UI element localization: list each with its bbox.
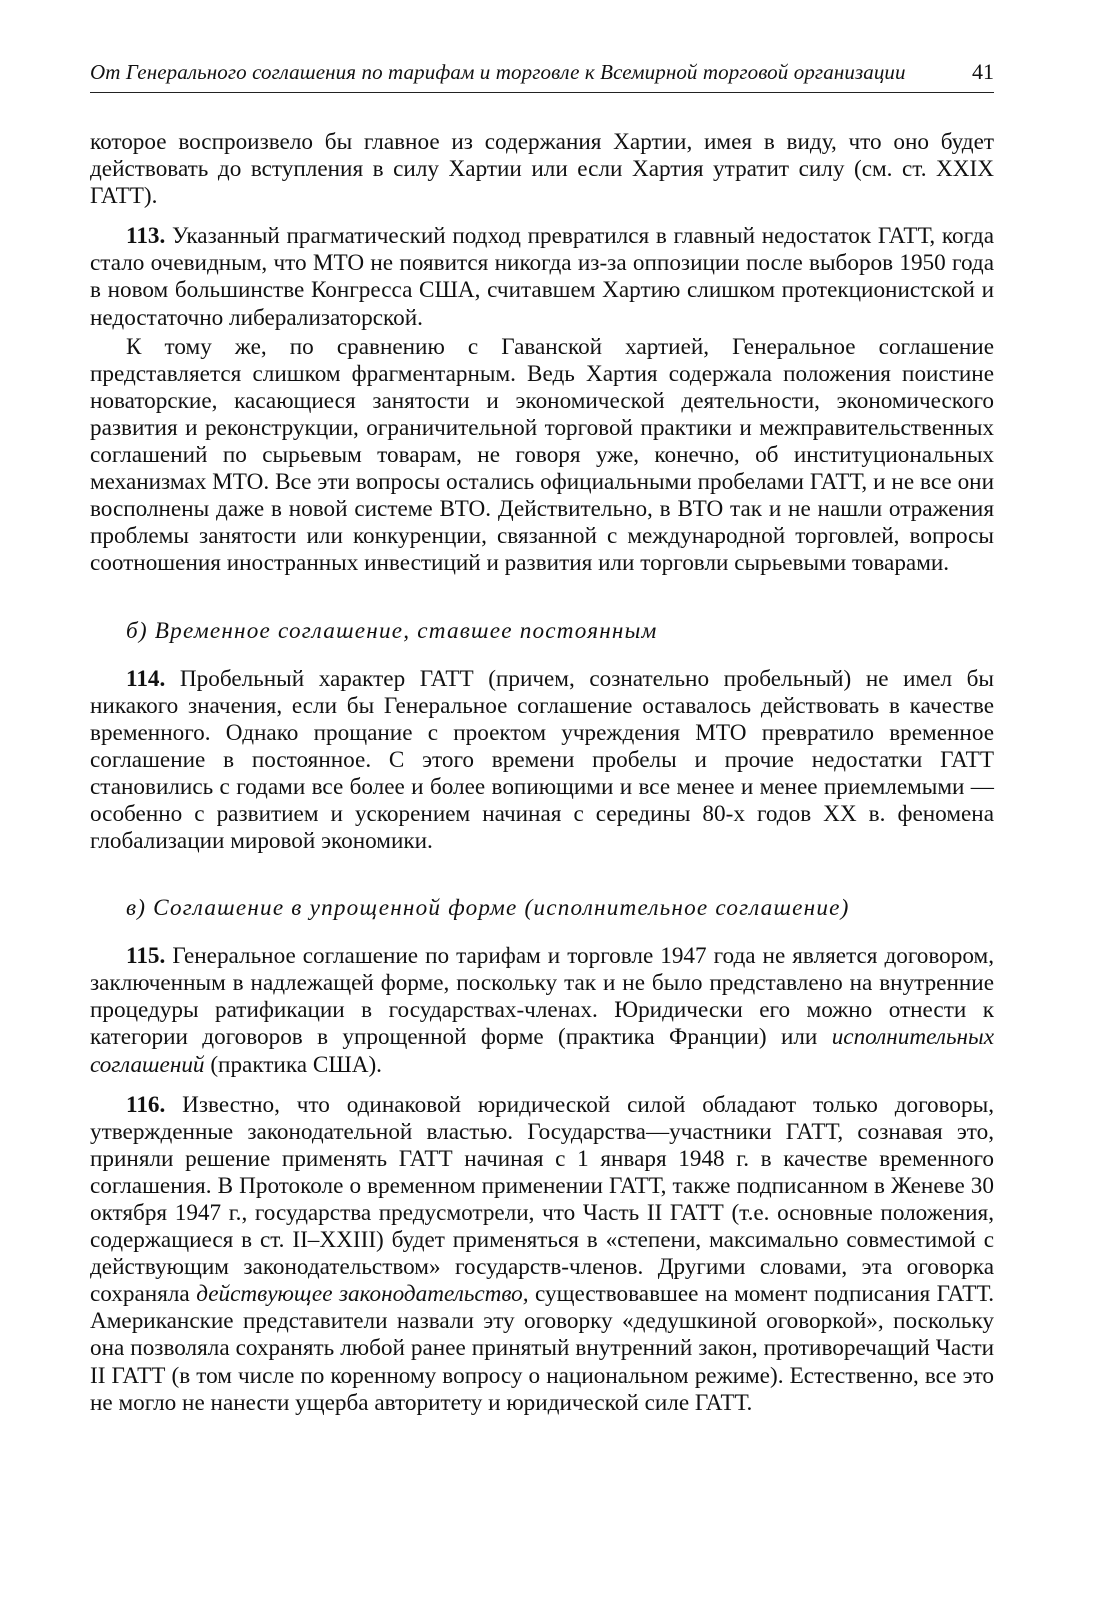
paragraph-number: 113.: [126, 223, 166, 250]
paragraph-text: Генеральное соглашение по тарифам и торговле 1947 года не является договором, заключенным в надлежащей форме, поскольку так и не было представлено на внутренние процедуры ратификации в государствах-членах. Юридически его можно отнести к категории договоров в упрощенной форме (практика Франции) или: [90, 943, 994, 1051]
section-heading-v: в) Соглашение в упрощенной форме (исполнительное соглашение): [126, 895, 850, 922]
paragraph-continuation: которое воспроизвело бы главное из содержания Хартии, имея в виду, что оно будет действовать до вступления в силу Хартии или если Хартия утратит силу (см. ст. XXIX ГАТТ).: [90, 129, 994, 210]
paragraph-113-continued: К тому же, по сравнению с Гаванской хартией, Генеральное соглашение представляется слишком фрагментарным. Ведь Хартия содержала положения поистине новаторские, касающиеся занятости и экономической деятельности, экономического развития и реконструкции, ограничительной торговой практики и межправительственных соглашений по сырьевым товарам, не говоря уже, конечно, об институциональных механизмах МТО. Все эти вопросы остались официальными пробелами ГАТТ, и не все они восполнены даже в новой системе ВТО. Действительно, в ВТО так и не нашли отражения проблемы занятости или конкуренции, связанной с международной торговлей, вопросы соотношения иностранных инвестиций и развития или торговли сырьевыми товарами.: [90, 333, 994, 577]
running-header-title: От Генерального соглашения по тарифам и торговле к Всемирной торговой организации: [90, 60, 906, 84]
paragraph-number: 116.: [126, 1091, 166, 1118]
paragraph-text-end: (практика США).: [210, 1051, 382, 1078]
paragraph-text-end: существовавшее на момент подписания ГАТТ. Американские представители назвали эту оговорку «дедушкиной оговоркой», поскольку она позволяла сохранять любой ранее принятый внутренний закон, противоречащий Части II ГАТТ (в том числе по коренному вопросу о национальном режиме). Естественно, все это не могло не нанести ущерба авторитету и юридической силе ГАТТ.: [90, 1281, 994, 1416]
section-heading-b: б) Временное соглашение, ставшее постоянным: [126, 617, 658, 644]
paragraph-text: Пробельный характер ГАТТ (причем, сознательно пробельный) не имел бы никакого значения, если бы Генеральное соглашение оставалось действовать в качестве временного. Однако прощание с проектом учреждения МТО превратило временное соглашение в постоянное. С этого времени пробелы и прочие недостатки ГАТТ становились с годами все более и более вопиющими и все менее и менее приемлемыми — особенно с развитием и ускорением начиная с середины 80-х годов XX в. феномена глобализации мировой экономики.: [90, 665, 995, 855]
document-page: [90, 58, 994, 1417]
body-text: [90, 129, 994, 1417]
paragraph-115: [90, 943, 994, 1078]
paragraph-114: [90, 666, 994, 856]
emphasized-term: исполнительных соглашений: [90, 1024, 995, 1078]
paragraph-113: [90, 223, 994, 331]
emphasized-term: действующее законодательство,: [196, 1281, 529, 1308]
page-number: 41: [972, 59, 994, 84]
paragraph-116: [90, 1092, 994, 1417]
paragraph-number: 115.: [126, 943, 166, 970]
running-header: [90, 58, 994, 93]
paragraph-text: Указанный прагматический подход превратился в главный недостаток ГАТТ, когда стало очевидным, что МТО не появится никогда из-за оппозиции после выборов 1950 года в новом большинстве Конгресса США, считавшем Хартию слишком протекционистской и недостаточно либерализаторской.: [90, 223, 995, 331]
paragraph-number: 114.: [126, 665, 166, 692]
paragraph-text: Известно, что одинаковой юридической силой обладают только договоры, утвержденные законодательной властью. Государства—участники ГАТТ, сознавая это, приняли решение применять ГАТТ начиная с 1 января 1948 г. в качестве временного соглашения. В Протоколе о временном применении ГАТТ, также подписанном в Женеве 30 октября 1947 г., государства предусмотрели, что Часть II ГАТТ (т.е. основные положения, содержащиеся в ст. II–XXIII) будет применяться в «степени, максимально совместимой с действующим законодательством» государств-членов. Другими словами, эта оговорка сохраняла: [90, 1091, 994, 1308]
